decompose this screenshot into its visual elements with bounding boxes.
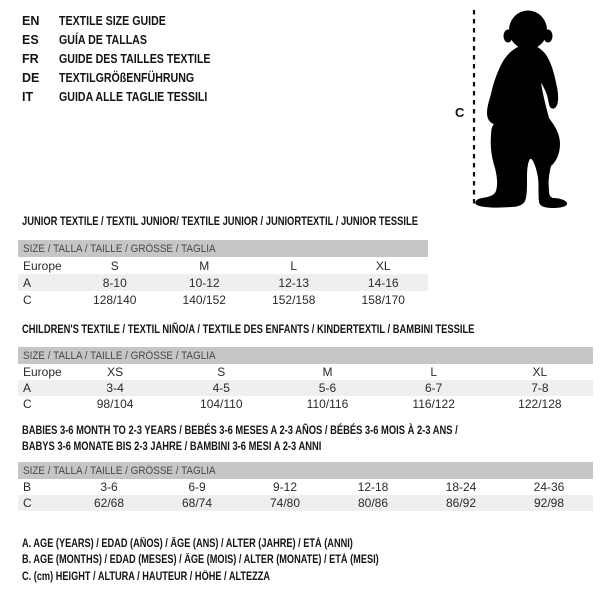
- cell: 62/68: [65, 495, 153, 511]
- cell: XL: [532, 365, 548, 379]
- table-row-europe: [18, 257, 428, 274]
- cell: 128/140: [93, 292, 137, 307]
- children-size-table: [18, 347, 593, 412]
- row-label: Europe: [23, 365, 62, 379]
- size-header-row: [18, 240, 428, 257]
- row-label: C: [23, 397, 32, 411]
- cell: 68/74: [153, 495, 241, 511]
- row-label: A: [18, 274, 70, 291]
- guide-title: TEXTILGRÖßENFÜHRUNG: [59, 70, 195, 85]
- guide-title: TEXTILE SIZE GUIDE: [59, 13, 166, 28]
- cell: 8-10: [70, 274, 160, 291]
- table-row-age: [18, 380, 593, 396]
- language-code: EN: [22, 13, 40, 28]
- language-row-es: [22, 30, 237, 49]
- cell: 6-9: [188, 480, 206, 494]
- table-row-age: [18, 274, 428, 291]
- table-row-age-months: [18, 479, 593, 495]
- guide-title: GUÍA DE TALLAS: [59, 32, 147, 47]
- cell: 14-16: [339, 274, 429, 291]
- language-code: DE: [22, 70, 40, 85]
- language-code: ES: [22, 32, 39, 47]
- cell: 86/92: [417, 495, 505, 511]
- cell: M: [199, 258, 210, 273]
- language-row-de: [22, 68, 237, 87]
- table-row-europe: [18, 364, 593, 380]
- table-row-height: [18, 396, 593, 412]
- table-row-height: [18, 291, 428, 308]
- row-label: B: [23, 480, 32, 494]
- baby-silhouette-icon: [470, 8, 568, 209]
- cell: S: [110, 258, 119, 273]
- legend-age-years: A. AGE (YEARS) / EDAD (AÑOS) / ÂGE (ANS) / ALTER (JAHRE) / ETÀ (ANNI): [22, 538, 353, 551]
- guide-title: GUIDA ALLE TAGLIE TESSILI: [59, 89, 208, 104]
- cell: 3-4: [62, 380, 168, 396]
- cell: 140/152: [182, 292, 226, 307]
- baby-height-figure: [452, 8, 600, 212]
- row-label: C: [23, 292, 32, 307]
- row-label: A: [18, 380, 62, 396]
- row-label: C: [18, 495, 65, 511]
- cell: 104/110: [200, 397, 243, 411]
- cell: 18-24: [445, 480, 477, 494]
- junior-table-title: JUNIOR TEXTILE / TEXTIL JUNIOR/ TEXTILE JUNIOR / JUNIORTEXTIL / JUNIOR TESSILE: [22, 214, 418, 228]
- cell: L: [290, 258, 298, 273]
- size-header-row: [18, 347, 593, 364]
- cell: 3-6: [100, 480, 118, 494]
- cell: 24-36: [533, 480, 565, 494]
- height-measure-label: C: [455, 105, 465, 120]
- cell: 122/128: [518, 397, 562, 411]
- cell: M: [322, 365, 333, 379]
- babies-size-table: [18, 462, 593, 511]
- cell: 98/104: [96, 397, 134, 411]
- legend-age-months: B. AGE (MONTHS) / EDAD (MESES) / ÂGE (MOIS) / ALTER (MONATE) / ETÀ (MESI): [22, 554, 379, 567]
- cell: 6-7: [381, 380, 487, 396]
- size-header-cell: SIZE / TALLA / TAILLE / GRÖSSE / TAGLIA: [18, 462, 593, 479]
- babies-table-title: BABIES 3-6 MONTH TO 2-3 YEARS / BEBÉS 3-6 MESES A 2-3 AÑOS / BÉBÉS 3-6 MOIS À 2-3 ANS / BABYS 3-6 MONATE BIS 2-3 JAHRE / BAMBINI 3-6 MESI A 2-3 ANNI: [22, 423, 458, 453]
- row-label: Europe: [23, 258, 62, 273]
- language-row-fr: [22, 49, 237, 68]
- language-code: IT: [22, 89, 34, 104]
- size-header-row: [18, 462, 593, 479]
- junior-size-table: [18, 240, 428, 308]
- cell: 7-8: [487, 380, 593, 396]
- cell: L: [430, 365, 437, 379]
- guide-title: GUIDE DES TAILLES TEXTILE: [59, 51, 211, 66]
- cell: 110/116: [306, 397, 349, 411]
- cell: 10-12: [160, 274, 250, 291]
- cell: 9-12: [272, 480, 298, 494]
- cell: XS: [107, 365, 124, 379]
- language-row-it: [22, 87, 237, 106]
- cell: XL: [375, 258, 391, 273]
- legend-height-cm: C. (cm) HEIGHT / ALTURA / HAUTEUR / HÖHE / ALTEZZA: [22, 570, 271, 583]
- cell: 5-6: [274, 380, 380, 396]
- cell: 116/122: [412, 397, 455, 411]
- size-header-cell: SIZE / TALLA / TAILLE / GRÖSSE / TAGLIA: [18, 240, 428, 257]
- cell: 152/158: [272, 292, 316, 307]
- language-code: FR: [22, 51, 39, 66]
- cell: 74/80: [241, 495, 329, 511]
- cell: 158/170: [361, 292, 405, 307]
- cell: S: [217, 365, 226, 379]
- children-table-title: CHILDREN'S TEXTILE / TEXTIL NIÑO/A / TEXTILE DES ENFANTS / KINDERTEXTIL / BAMBINI TESSILE: [22, 322, 475, 336]
- language-title-list: [22, 11, 237, 106]
- size-header-cell: SIZE / TALLA / TAILLE / GRÖSSE / TAGLIA: [18, 347, 593, 364]
- measure-legend: [22, 536, 468, 585]
- cell: 4-5: [168, 380, 274, 396]
- cell: 12-13: [249, 274, 339, 291]
- cell: 92/98: [505, 495, 593, 511]
- cell: 12-18: [357, 480, 389, 494]
- table-row-height: [18, 495, 593, 511]
- cell: 80/86: [329, 495, 417, 511]
- language-row-en: [22, 11, 237, 30]
